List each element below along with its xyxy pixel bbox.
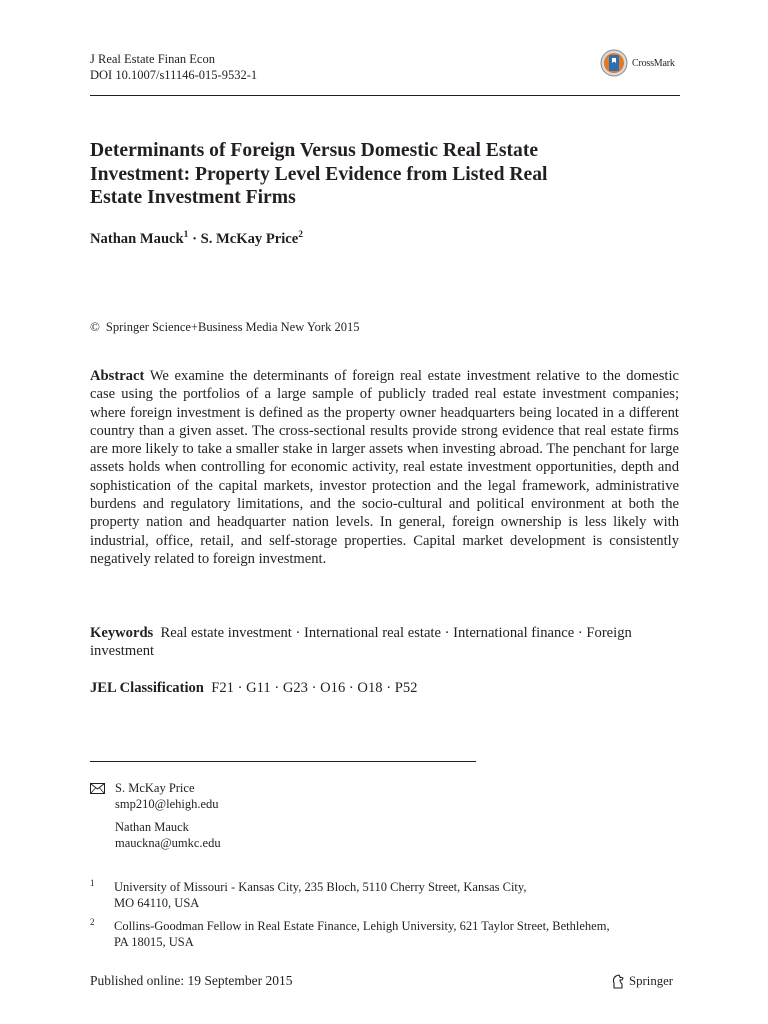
- header-rule: [90, 95, 680, 96]
- author-affil-marker: 2: [298, 230, 304, 240]
- affiliation-line: PA 18015, USA: [114, 934, 194, 949]
- affiliation-line: University of Missouri - Kansas City, 235 Bloch, 5110 Cherry Street, Kansas City,: [114, 880, 527, 894]
- published-date: Published online: 19 September 2015: [90, 973, 293, 988]
- keywords-text: Real estate investment · International real estate · International finance · Foreign investment: [90, 625, 632, 660]
- author-list: [90, 230, 303, 248]
- contact-name: S. McKay Price: [115, 781, 195, 795]
- affiliation-line: MO 64110, USA: [114, 895, 200, 910]
- title-line: Determinants of Foreign Versus Domestic Real Estate: [90, 140, 539, 161]
- jel-label: JEL Classification: [90, 680, 204, 696]
- affiliation-line: Collins-Goodman Fellow in Real Estate Finance, Lehigh University, 621 Taylor Street, Bethlehem,: [114, 919, 610, 933]
- crossmark-icon: [600, 49, 628, 77]
- keywords-label: Keywords: [90, 625, 154, 641]
- springer-logo: [611, 974, 673, 989]
- contact-email[interactable]: mauckna@umkc.edu: [115, 836, 221, 850]
- jel-classification: [90, 680, 417, 697]
- affiliation-number: 2: [90, 917, 95, 927]
- contact-email[interactable]: smp210@lehigh.edu: [115, 797, 219, 811]
- affiliation: [90, 880, 690, 911]
- crossmark-label: CrossMark: [632, 57, 675, 69]
- paper-title: [90, 139, 690, 210]
- jel-codes: F21 · G11 · G23 · O16 · O18 · P52: [211, 680, 418, 696]
- springer-horse-icon: [611, 974, 625, 989]
- abstract: [90, 367, 679, 568]
- title-line: Estate Investment Firms: [90, 187, 296, 208]
- keywords: [90, 624, 679, 661]
- copyright-line: [90, 319, 359, 335]
- author-affil-marker: 1: [183, 230, 189, 240]
- abstract-text: We examine the determinants of foreign real estate investment relative to the domestic case using the portfolios of a large sample of publicly traded real estate investment companies; where foreign investment is defined as the property owner headquarters being located in a different country than a given asset. The cross-sectional results provide strong evidence that real estate firms are more likely to take a smaller stake in larger assets when investing abroad. The penchant for large assets holds when controlling for economic activity, real estate investment opportunities, depth and sophistication of the capital markets, investor protection and the legal framework, administrative burdens and regulatory limitations, and the socio-cultural and political environment at both the property nation and headquarter nation levels. In general, foreign ownership is less likely with industrial, office, retail, and self-storage properties. Capital market development is consistently negatively related to foreign investment.: [90, 368, 679, 567]
- author-separator: ·: [192, 231, 197, 247]
- copyright-symbol: ©: [90, 319, 100, 334]
- title-line: Investment: Property Level Evidence from Listed Real: [90, 163, 548, 185]
- footnote-rule: [90, 761, 476, 762]
- affiliation-number: 1: [90, 878, 95, 888]
- crossmark-badge[interactable]: [600, 49, 675, 77]
- correspondence-block: [90, 780, 221, 851]
- author-name[interactable]: S. McKay Price: [200, 231, 299, 247]
- envelope-icon: [90, 783, 105, 794]
- abstract-label: Abstract: [90, 368, 145, 384]
- doi[interactable]: DOI 10.1007/s11146-015-9532-1: [90, 68, 258, 82]
- copyright-text: Springer Science+Business Media New York 2015: [105, 320, 360, 334]
- author-name[interactable]: Nathan Mauck: [90, 231, 184, 247]
- journal-header: [90, 51, 257, 83]
- journal-name: J Real Estate Finan Econ: [90, 52, 215, 66]
- contact-name: Nathan Mauck: [115, 820, 189, 834]
- publisher-name: Springer: [629, 974, 674, 988]
- affiliation: [90, 919, 690, 950]
